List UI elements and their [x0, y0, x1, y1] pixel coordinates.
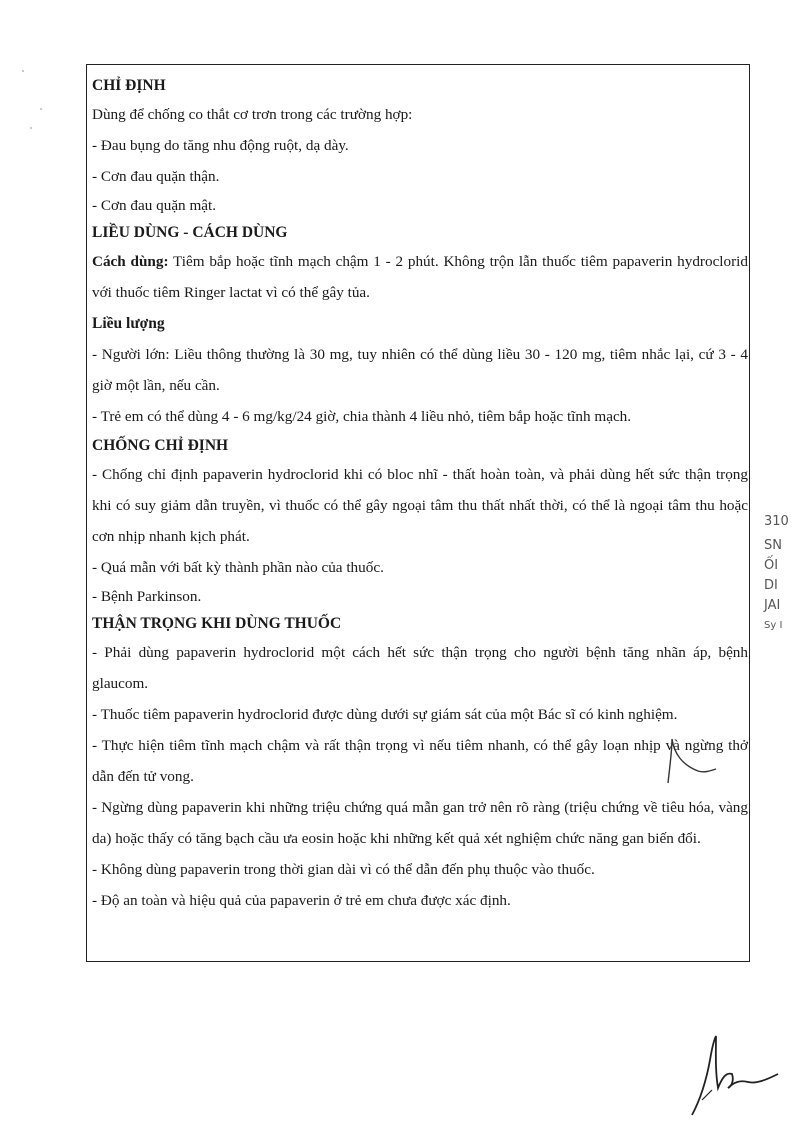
stamp-fragment [764, 512, 799, 636]
list-item: - Đau bụng do tăng nhu động ruột, dạ dày. [92, 137, 349, 154]
cach-dung-paragraph [92, 246, 748, 308]
list-item: - Thuốc tiêm papaverin hydroclorid được dùng dưới sự giám sát của một Bác sĩ có kinh nghiệm. [92, 706, 678, 723]
stamp-text: SN [764, 538, 782, 553]
cach-dung-text: Tiêm bắp hoặc tĩnh mạch chậm 1 - 2 phút. Không trộn lẫn thuốc tiêm papaverin hydroclorid với thuốc tiêm Ringer lactat vì có thể gây tủa. [92, 253, 748, 301]
section-heading-chi-dinh: CHỈ ĐỊNH [92, 77, 166, 94]
document-body [92, 72, 748, 916]
stamp-text: 310 [764, 514, 789, 529]
list-item: - Cơn đau quặn thận. [92, 168, 220, 185]
cach-dung-label: Cách dùng: [92, 253, 169, 270]
scan-speck [22, 70, 24, 72]
signature-icon [682, 1030, 782, 1120]
list-item: - Ngừng dùng papaverin khi những triệu chứng quá mẫn gan trở nên rõ ràng (triệu chứng về tiêu hóa, vàng da) hoặc thấy có tăng bạch cầu ưa eosin hoặc khi những kết quả xét nghiệm chức năng gan biến đổi. [92, 799, 748, 847]
list-item: - Chống chỉ định papaverin hydroclorid khi có bloc nhĩ - thất hoàn toàn, và phải dùng hết sức thận trọng khi có suy giảm dẫn truyền, vì thuốc có thể gây ngoại tâm thu thất nhất thời, có thể là ngoại tâm thu hoặc cơn nhịp nhanh kịch phát. [92, 466, 748, 545]
list-item: - Thực hiện tiêm tĩnh mạch chậm và rất thận trọng vì nếu tiêm nhanh, có thể gây loạn nhịp và ngừng thở dẫn đến tử vong. [92, 737, 748, 785]
list-item: - Trẻ em có thể dùng 4 - 6 mg/kg/24 giờ, chia thành 4 liều nhỏ, tiêm bắp hoặc tĩnh mạch. [92, 408, 632, 425]
list-item: - Cơn đau quặn mật. [92, 197, 217, 214]
lieu-luong-label: Liều lượng [92, 315, 165, 332]
section-intro: Dùng để chống co thắt cơ trơn trong các trường hợp: [92, 106, 413, 123]
stamp-text: Sy I [764, 620, 783, 631]
stamp-text: DI [764, 578, 778, 593]
list-item: - Người lớn: Liều thông thường là 30 mg, tuy nhiên có thể dùng liều 30 - 120 mg, tiêm nhắc lại, cứ 3 - 4 giờ một lần, nếu cần. [92, 346, 748, 394]
section-heading-than-trong: THẬN TRỌNG KHI DÙNG THUỐC [92, 615, 342, 632]
list-item: - Bệnh Parkinson. [92, 588, 202, 605]
stamp-text: JAI [764, 598, 781, 613]
scan-speck [30, 127, 32, 129]
section-heading-lieu-dung: LIỀU DÙNG - CÁCH DÙNG [92, 224, 288, 241]
pen-mark-icon [660, 735, 720, 790]
section-heading-chong-chi-dinh: CHỐNG CHỈ ĐỊNH [92, 437, 229, 454]
list-item: - Phải dùng papaverin hydroclorid một cách hết sức thận trọng cho người bệnh tăng nhãn áp, bệnh glaucom. [92, 644, 748, 692]
stamp-text: ỐI [764, 558, 779, 573]
list-item: - Độ an toàn và hiệu quả của papaverin ở trẻ em chưa được xác định. [92, 892, 511, 909]
list-item: - Không dùng papaverin trong thời gian dài vì có thể dẫn đến phụ thuộc vào thuốc. [92, 861, 595, 878]
scan-speck [40, 108, 42, 110]
list-item: - Quá mẫn với bất kỳ thành phần nào của thuốc. [92, 559, 384, 576]
